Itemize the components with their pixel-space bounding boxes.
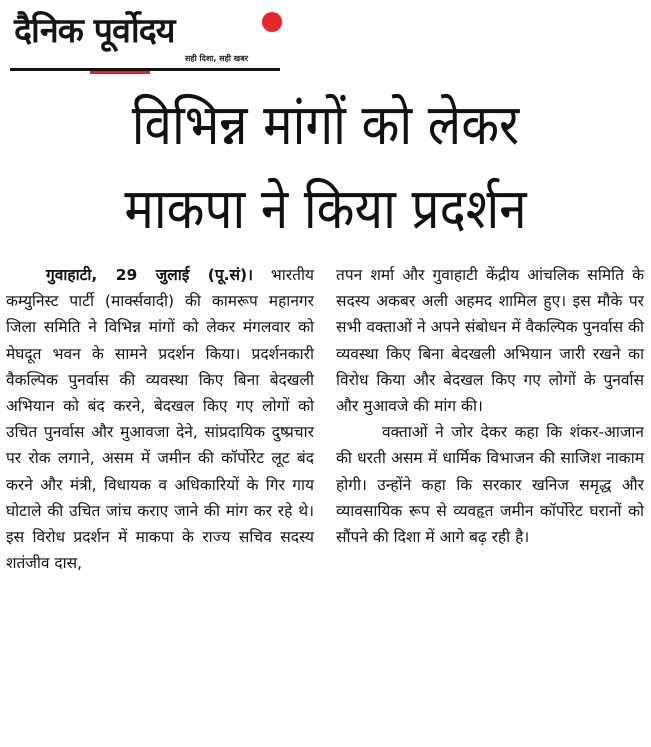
- article-paragraph: [6, 262, 314, 576]
- logo-red-dot: [262, 12, 282, 32]
- article-paragraph: [336, 419, 644, 550]
- newspaper-tagline: सही दिशा, सही खबर: [185, 54, 249, 63]
- article-text-column-2: वक्ताओं ने जोर देकर कहा कि शंकर-आजान की धरती असम में धार्मिक विभाजन की साजिश नाकाम होगी। उन्होंने कहा कि सरकार खनिज समृद्ध और व्यावसायिक रूप से व्यवहृत जमीन कॉर्पोरेट घरानों को सौंपने की दिशा में आगे बढ़ रही है।: [336, 423, 644, 547]
- headline-line-1: विभिन्न मांगों को लेकर: [131, 93, 520, 158]
- headline-line-2: माकपा ने किया प्रदर्शन: [124, 177, 527, 242]
- masthead-underline-accent: [90, 71, 150, 74]
- newspaper-logo-title: दैनिक पूर्वोदय: [14, 11, 175, 51]
- article-paragraph: तपन शर्मा और गुवाहाटी केंद्रीय आंचलिक समिति के सदस्य अकबर अली अहमद शामिल हुए। इस मौके पर सभी वक्ताओं ने अपने संबोधन में वैकल्पिक पुनर्वास की व्यवस्था किए बिना बेदखली अभियान जारी रखने का विरोध किया और बेदखल किए गए लोगों के पुनर्वास और मुआवजे की मांग की।: [336, 266, 644, 416]
- article-column-right: [336, 262, 644, 740]
- article-headline: [39, 84, 612, 252]
- article-column-left: [6, 262, 314, 740]
- article-text-column-1: भारतीय कम्युनिस्ट पार्टी (मार्क्सवादी) की कामरूप महानगर जिला समिति ने विभिन्न मांगों को लेकर मंगलवार को मेघदूत भवन के सामने प्रदर्शन किया। प्रदर्शनकारी वैकल्पिक पुनर्वास की व्यवस्था किए बिना बेदखली अभियान को बंद करने, बेदखल किए गए लोगों को उचित पुनर्वास और मुआवजा देने, सांप्रदायिक दुष्प्रचार पर रोक लगाने, असम में जमीन की कॉर्पोरेट लूट बंद करने और मंत्री, विधायक व अधिकारियों के गिर गाय घोटाले की उचित जांच कराए जाने की मांग कर रहे थे। इस विरोध प्रदर्शन में माकपा के राज्य सचिव सदस्य शतंजीव दास,: [6, 266, 314, 573]
- article-dateline: गुवाहाटी, 29 जुलाई (पू.सं)।: [46, 266, 253, 284]
- newspaper-masthead: [10, 4, 290, 74]
- article-body: [6, 262, 644, 740]
